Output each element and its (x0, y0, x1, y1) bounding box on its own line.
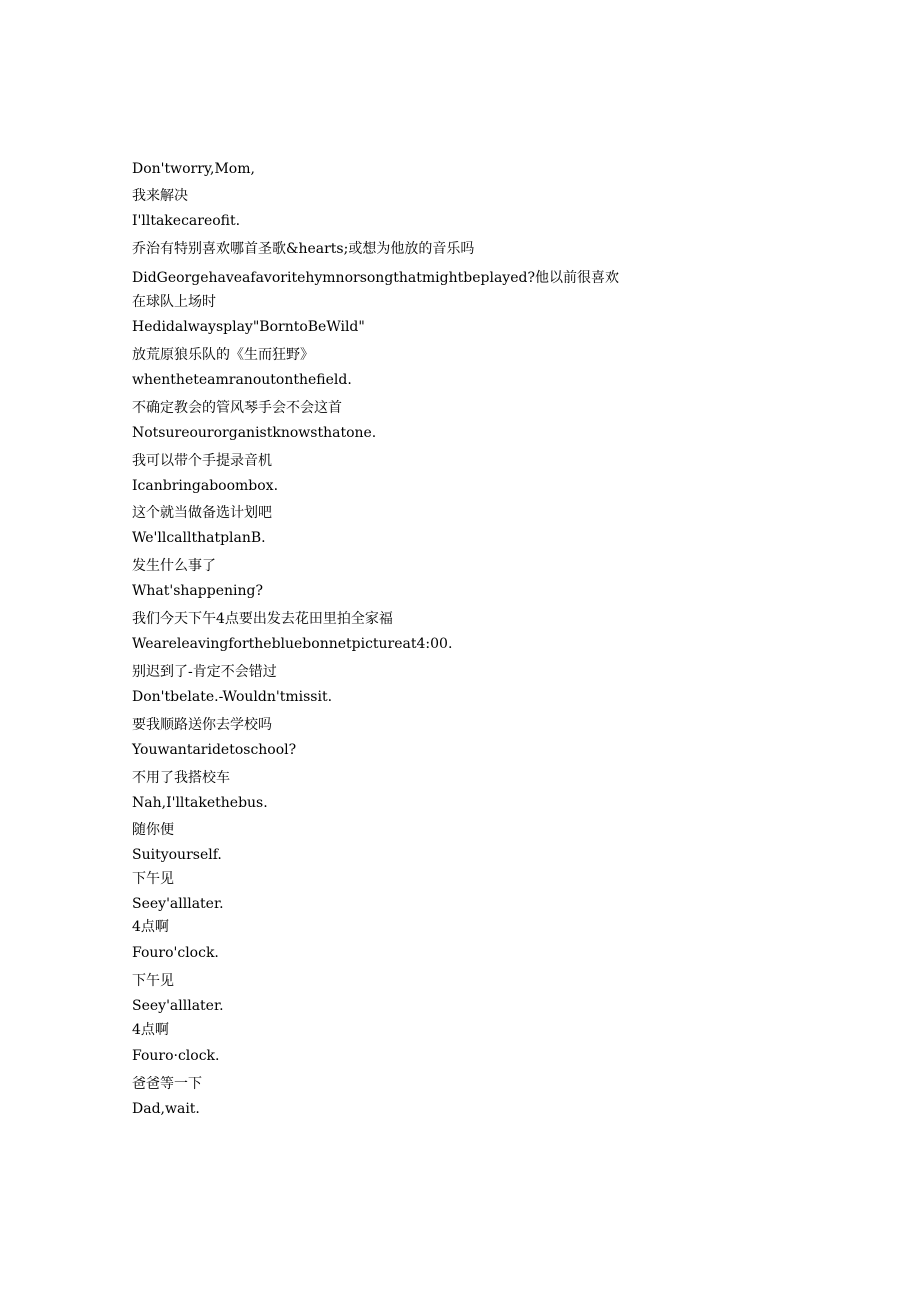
subtitle-line: 不用了我搭校车 (132, 770, 230, 786)
subtitle-line: 下午见 (132, 973, 174, 989)
subtitle-line: Youwantaridetoschool? (132, 742, 297, 758)
subtitle-line: 我们今天下午4点要出发去花田里拍全家福 (132, 611, 393, 627)
subtitle-line: 要我顺路送你去学校吗 (132, 717, 272, 733)
subtitle-line: What'shappening? (132, 583, 263, 599)
subtitle-line: 下午见 (132, 871, 174, 887)
subtitle-line: Icanbringaboombox. (132, 478, 279, 494)
subtitle-line: DidGeorgehaveafavoritehymnorsongthatmightbeplayed?他以前很喜欢 (132, 270, 619, 286)
subtitle-line: Notsureourorganistknowsthatone. (132, 425, 377, 441)
subtitle-line: 不确定教会的管风琴手会不会这首 (132, 400, 342, 416)
subtitle-line: Seey'alllater. (132, 896, 224, 912)
subtitle-line: Fouro·clock. (132, 1048, 220, 1064)
subtitle-line: I'lltakecareofit. (132, 213, 241, 229)
subtitle-line: Don'tworry,Mom, (132, 161, 255, 177)
subtitle-line: 我来解决 (132, 188, 188, 204)
subtitle-line: Nah,I'lltakethebus. (132, 795, 268, 811)
subtitle-line: Fouro'clock. (132, 945, 219, 961)
subtitle-line: 我可以带个手提录音机 (132, 453, 272, 469)
subtitle-line: Hedidalwaysplay"BorntoBeWild" (132, 319, 365, 335)
subtitle-line: 发生什么事了 (132, 558, 216, 574)
subtitle-line: 放荒原狼乐队的《生而狂野》 (132, 347, 314, 363)
subtitle-line: 爸爸等一下 (132, 1076, 202, 1092)
subtitle-line: We'llcallthatplanB. (132, 530, 266, 546)
subtitle-line: whentheteamranoutonthefield. (132, 372, 352, 388)
subtitle-line: 乔治有特别喜欢哪首圣歌&hearts;或想为他放的音乐吗 (132, 241, 475, 257)
subtitle-line: 随你便 (132, 822, 174, 838)
subtitle-line: Dad,wait. (132, 1101, 200, 1117)
subtitle-line: 别迟到了-肯定不会错过 (132, 664, 277, 680)
subtitle-line: 在球队上场时 (132, 294, 216, 310)
subtitle-line: 这个就当做备选计划吧 (132, 505, 272, 521)
subtitle-line: 4点啊 (132, 919, 169, 935)
subtitle-line: 4点啊 (132, 1022, 169, 1038)
subtitle-line: Seey'alllater. (132, 998, 224, 1014)
subtitle-line: Weareleavingforthebluebonnetpictureat4:00. (132, 636, 453, 652)
subtitle-line: Don'tbelate.-Wouldn'tmissit. (132, 689, 333, 705)
subtitle-line: Suityourself. (132, 847, 222, 863)
